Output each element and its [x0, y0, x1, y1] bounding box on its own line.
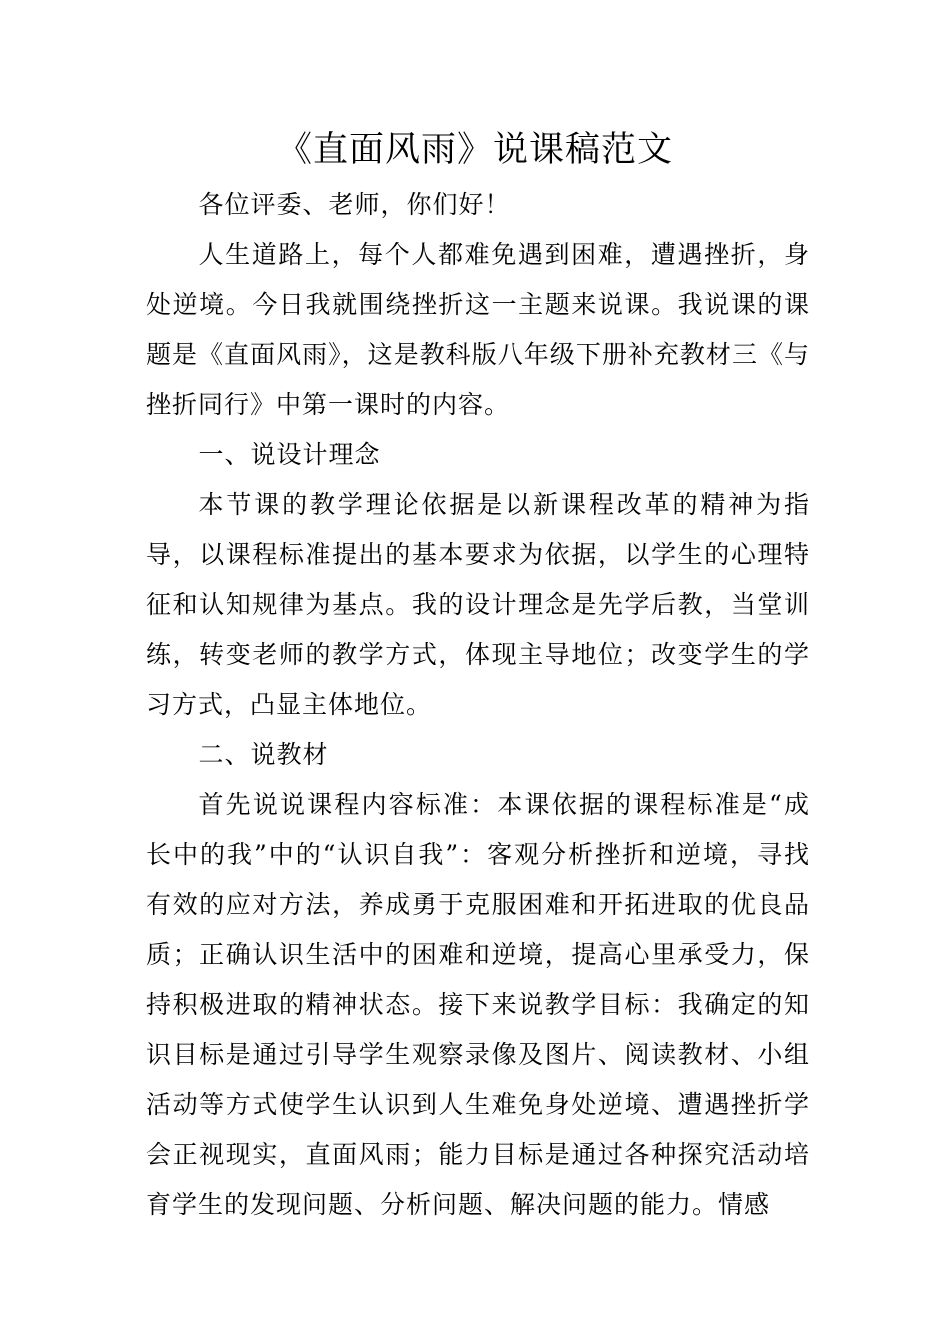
intro-paragraph: 人生道路上，每个人都难免遇到困难，遭遇挫折，身处逆境。今日我就围绕挫折这一主题来说课。我说课的课题是《直面风雨》，这是教科版八年级下册补充教材三《与挫折同行》中第一课时的内容。 — [146, 240, 810, 419]
document-title: 《直面风雨》说课稿范文 — [276, 130, 673, 170]
textbook-paragraph: 首先说说课程内容标准：本课依据的课程标准是“成长中的我”中的“认识自我”：客观分析挫折和逆境，寻找有效的应对方法，养成勇于克服困难和开拓进取的优良品质；正确认识生活中的困难和逆境，提高心里承受力，保持积极进取的精神状态。接下来说教学目标：我确定的知识目标是通过引导学生观察录像及图片、阅读教材、小组活动等方式使学生认识到人生难免身处逆境、遭遇挫折学会正视现实，直面风雨；能力目标是通过各种探究活动培育学生的发现问题、分析问题、解决问题的能力。情感 — [146, 790, 810, 1219]
greeting-paragraph: 各位评委、老师，你们好！ — [198, 190, 511, 219]
section-heading-textbook: 二、说教材 — [198, 740, 329, 769]
section-heading-design: 一、说设计理念 — [198, 440, 381, 469]
design-paragraph: 本节课的教学理论依据是以新课程改革的精神为指导，以课程标准提出的基本要求为依据，以学生的心理特征和认知规律为基点。我的设计理念是先学后教，当堂训练，转变老师的教学方式，体现主导地位；改变学生的学习方式，凸显主体地位。 — [146, 490, 810, 719]
document-body — [146, 180, 810, 1230]
